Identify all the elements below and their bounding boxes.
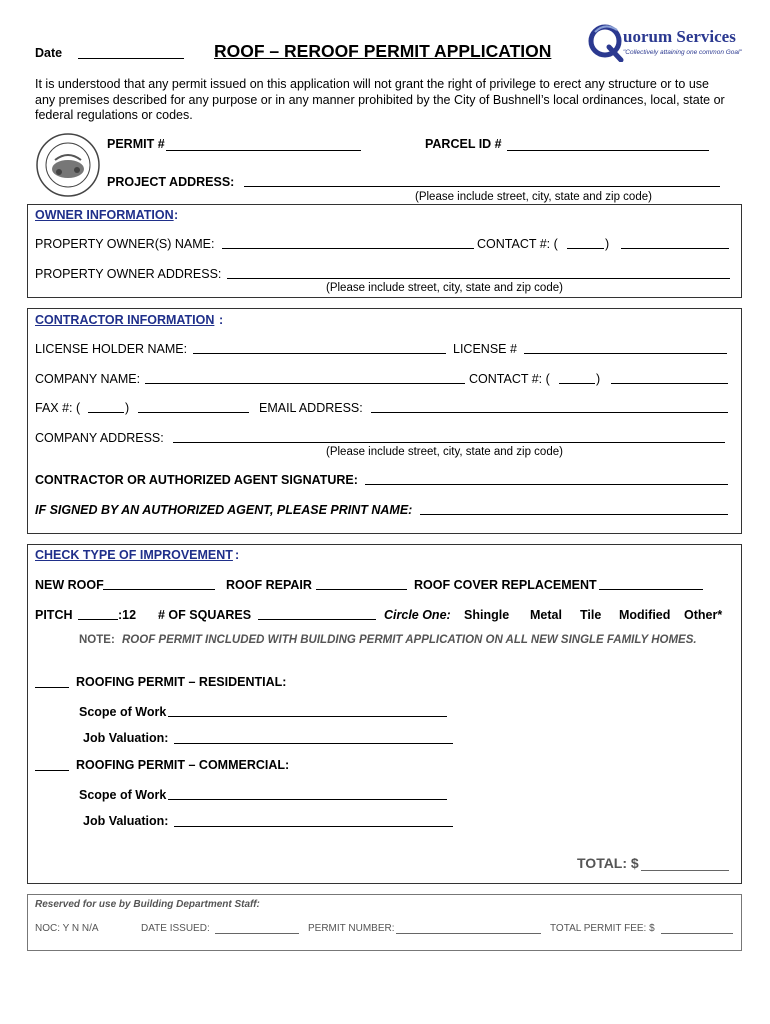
logo-wordmark: uorum Services <box>623 27 736 46</box>
residential-scope-field[interactable] <box>168 716 447 717</box>
email-field[interactable] <box>371 412 728 413</box>
roof-cover-replacement-label: ROOF COVER REPLACEMENT <box>414 578 597 592</box>
intro-line-3: federal regulations or codes. <box>35 108 193 122</box>
fax-label: FAX #: ( <box>35 401 81 415</box>
new-roof-label: NEW ROOF <box>35 578 104 592</box>
date-label: Date <box>35 46 63 60</box>
company-contact-label: CONTACT #: ( <box>469 372 550 386</box>
total-field[interactable] <box>641 870 729 871</box>
company-address-hint: (Please include street, city, state and zip code) <box>326 446 563 458</box>
residential-scope-label: Scope of Work <box>79 705 167 719</box>
owner-name-field[interactable] <box>222 248 474 249</box>
material-option-shingle[interactable]: Shingle <box>464 608 510 622</box>
pitch-label: PITCH <box>35 608 73 622</box>
pitch-field[interactable] <box>78 619 118 620</box>
material-option-tile[interactable]: Tile <box>580 608 602 622</box>
staff-permit-number-label: PERMIT NUMBER: <box>308 923 395 934</box>
owner-contact-field[interactable] <box>621 248 729 249</box>
commercial-checkbox-line[interactable] <box>35 770 69 771</box>
license-holder-label: LICENSE HOLDER NAME: <box>35 342 188 356</box>
roof-repair-label: ROOF REPAIR <box>226 578 312 592</box>
owner-information-heading: OWNER INFORMATION <box>35 208 174 222</box>
permit-number-label: PERMIT # <box>107 137 165 151</box>
noc-label: NOC: Y N N/A <box>35 923 99 934</box>
fax-paren: ) <box>125 401 130 415</box>
intro-paragraph <box>35 77 725 124</box>
residential-checkbox-line[interactable] <box>35 687 69 688</box>
total-permit-fee-label: TOTAL PERMIT FEE: $ <box>550 923 655 934</box>
commercial-valuation-field[interactable] <box>174 826 453 827</box>
roof-repair-field[interactable] <box>316 589 407 590</box>
owner-address-field[interactable] <box>227 278 730 279</box>
intro-line-2: any premises described for any purpose or in any manner prohibited by the City of Bushnell’s local ordinances, local, state or <box>35 92 725 107</box>
pitch-suffix: :12 <box>118 608 137 622</box>
total-permit-fee-field[interactable] <box>661 933 733 934</box>
parcel-id-label: PARCEL ID # <box>425 137 502 151</box>
improvement-heading-colon: : <box>235 548 240 562</box>
residential-valuation-field[interactable] <box>174 743 453 744</box>
company-address-label: COMPANY ADDRESS: <box>35 431 164 445</box>
squares-label: # OF SQUARES <box>158 608 252 622</box>
improvement-heading: CHECK TYPE OF IMPROVEMENT <box>35 548 233 562</box>
quorum-q-icon <box>587 22 627 62</box>
signature-field[interactable] <box>365 484 728 485</box>
email-label: EMAIL ADDRESS: <box>259 401 363 415</box>
squares-field[interactable] <box>258 619 376 620</box>
fax-area-code-field[interactable] <box>88 412 124 413</box>
owner-heading-colon: : <box>174 208 179 222</box>
fax-number-field[interactable] <box>138 412 249 413</box>
company-name-label: COMPANY NAME: <box>35 372 141 386</box>
company-contact-area-code-field[interactable] <box>559 383 595 384</box>
page-title: ROOF – REROOF PERMIT APPLICATION <box>214 41 552 61</box>
signature-label: CONTRACTOR OR AUTHORIZED AGENT SIGNATURE: <box>35 473 358 487</box>
authorized-agent-field[interactable] <box>420 514 728 515</box>
roof-cover-replacement-field[interactable] <box>599 589 703 590</box>
city-seal-icon <box>35 132 101 198</box>
contractor-heading-colon: : <box>219 313 224 327</box>
company-address-field[interactable] <box>173 442 725 443</box>
note-label: NOTE: <box>79 634 115 646</box>
project-address-field[interactable] <box>244 186 720 187</box>
new-roof-field[interactable] <box>103 589 215 590</box>
commercial-scope-field[interactable] <box>168 799 447 800</box>
date-field[interactable] <box>78 58 184 59</box>
permit-number-field[interactable] <box>166 150 361 151</box>
material-option-modified[interactable]: Modified <box>619 608 671 622</box>
staff-reserved-label: Reserved for use by Building Department Staff: <box>35 899 260 910</box>
circle-one-label: Circle One: <box>384 608 451 622</box>
owner-contact-label: CONTACT #: ( <box>477 237 558 251</box>
project-address-hint: (Please include street, city, state and zip code) <box>415 191 652 203</box>
owner-name-label: PROPERTY OWNER(S) NAME: <box>35 237 215 251</box>
company-name-field[interactable] <box>145 383 465 384</box>
owner-address-hint: (Please include street, city, state and zip code) <box>326 282 563 294</box>
residential-permit-label: ROOFING PERMIT – RESIDENTIAL: <box>76 675 287 689</box>
license-number-label: LICENSE # <box>453 342 517 356</box>
parcel-id-field[interactable] <box>507 150 709 151</box>
note-text: ROOF PERMIT INCLUDED WITH BUILDING PERMIT APPLICATION ON ALL NEW SINGLE FAMILY HOMES. <box>122 634 697 646</box>
owner-address-label: PROPERTY OWNER ADDRESS: <box>35 267 222 281</box>
authorized-agent-label: IF SIGNED BY AN AUTHORIZED AGENT, PLEASE PRINT NAME: <box>35 503 413 517</box>
company-contact-paren: ) <box>596 372 601 386</box>
commercial-valuation-label: Job Valuation: <box>83 814 169 828</box>
commercial-permit-label: ROOFING PERMIT – COMMERCIAL: <box>76 758 290 772</box>
date-issued-field[interactable] <box>215 933 299 934</box>
company-contact-field[interactable] <box>611 383 728 384</box>
project-address-label: PROJECT ADDRESS: <box>107 175 235 189</box>
license-number-field[interactable] <box>524 353 727 354</box>
license-holder-field[interactable] <box>193 353 446 354</box>
owner-contact-paren: ) <box>605 237 610 251</box>
contractor-information-heading: CONTRACTOR INFORMATION <box>35 313 215 327</box>
residential-valuation-label: Job Valuation: <box>83 731 169 745</box>
material-option-other[interactable]: Other* <box>684 608 723 622</box>
intro-line-1: It is understood that any permit issued on this application will not grant the right of privilege to erect any structure or to use <box>35 77 709 91</box>
staff-permit-number-field[interactable] <box>396 933 541 934</box>
total-label: TOTAL: $ <box>577 855 639 871</box>
logo-tagline: "Collectively attaining one common Goal" <box>623 49 742 56</box>
commercial-scope-label: Scope of Work <box>79 788 167 802</box>
quorum-logo <box>587 20 742 64</box>
date-issued-label: DATE ISSUED: <box>141 923 210 934</box>
material-option-metal[interactable]: Metal <box>530 608 562 622</box>
city-seal <box>35 132 101 198</box>
owner-contact-area-code-field[interactable] <box>567 248 604 249</box>
